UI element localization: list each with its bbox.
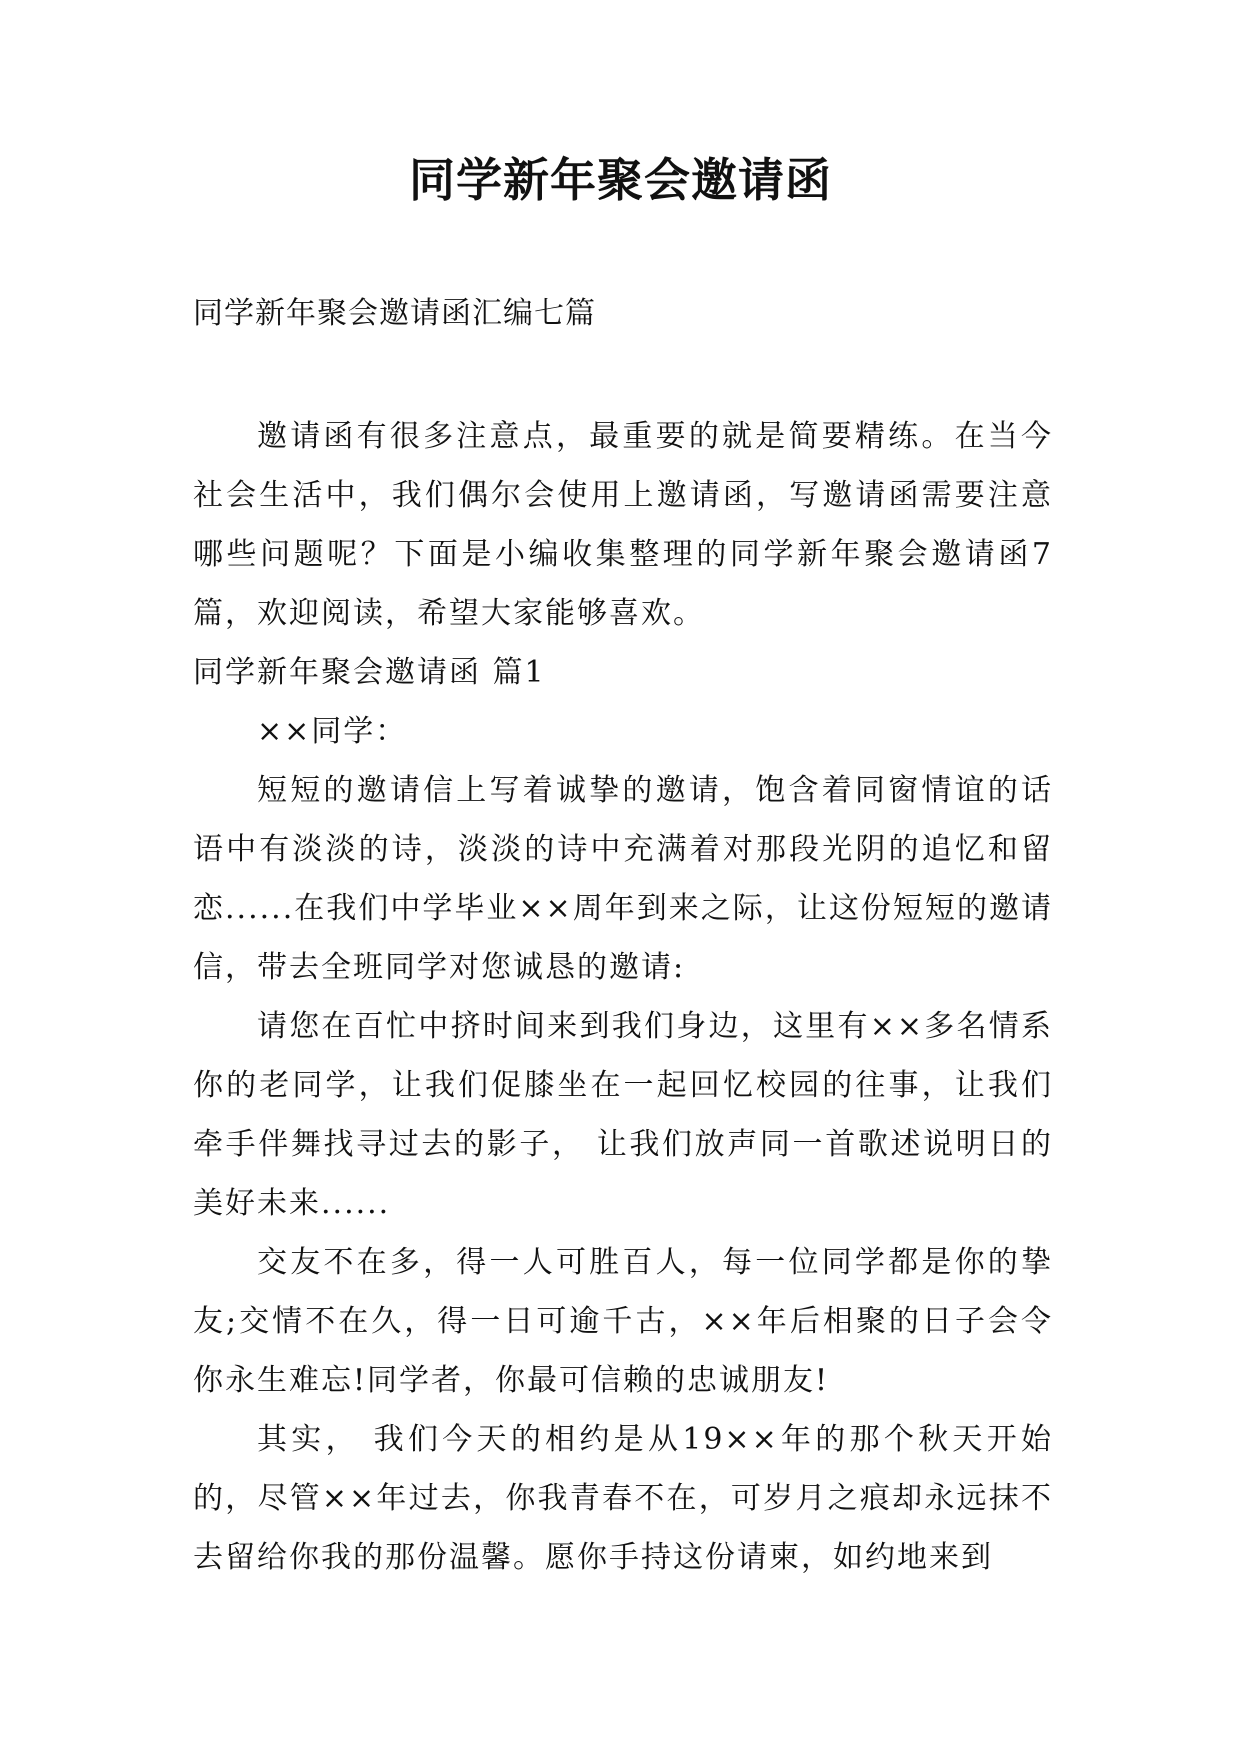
body-paragraph: 其实， 我们今天的相约是从19××年的那个秋天开始的，尽管××年过去，你我青春不在，可岁月之痕却永远抹不去留给你我的那份温馨。愿你手持这份请柬，如约地来到	[193, 1422, 1053, 1575]
intro-paragraph: 邀请函有很多注意点，最重要的就是简要精练。在当今社会生活中，我们偶尔会使用上邀请函，写邀请函需要注意哪些问题呢？下面是小编收集整理的同学新年聚会邀请函7篇，欢迎阅读，希望大家能够喜欢。	[193, 419, 1053, 631]
section-heading: 同学新年聚会邀请函 篇1	[193, 655, 546, 690]
document-title: 同学新年聚会邀请函	[409, 153, 832, 207]
salutation: ××同学：	[257, 714, 408, 749]
body-paragraph: 交友不在多，得一人可胜百人，每一位同学都是你的挚友;交情不在久，得一日可逾千古，××年后相聚的日子会令你永生难忘!同学者，你最可信赖的忠诚朋友!	[193, 1245, 1053, 1398]
body-paragraph: 短短的邀请信上写着诚挚的邀请，饱含着同窗情谊的话语中有淡淡的诗，淡淡的诗中充满着对那段光阴的追忆和留恋......在我们中学毕业××周年到来之际，让这份短短的邀请信，带去全班同学对您诚恳的邀请:	[193, 773, 1053, 985]
document-subtitle: 同学新年聚会邀请函汇编七篇	[193, 296, 596, 331]
document-body	[193, 407, 1053, 1587]
body-paragraph: 请您在百忙中挤时间来到我们身边，这里有××多名情系你的老同学，让我们促膝坐在一起回忆校园的往事，让我们牵手伴舞找寻过去的影子， 让我们放声同一首歌述说明日的美好未来......	[193, 1009, 1053, 1221]
